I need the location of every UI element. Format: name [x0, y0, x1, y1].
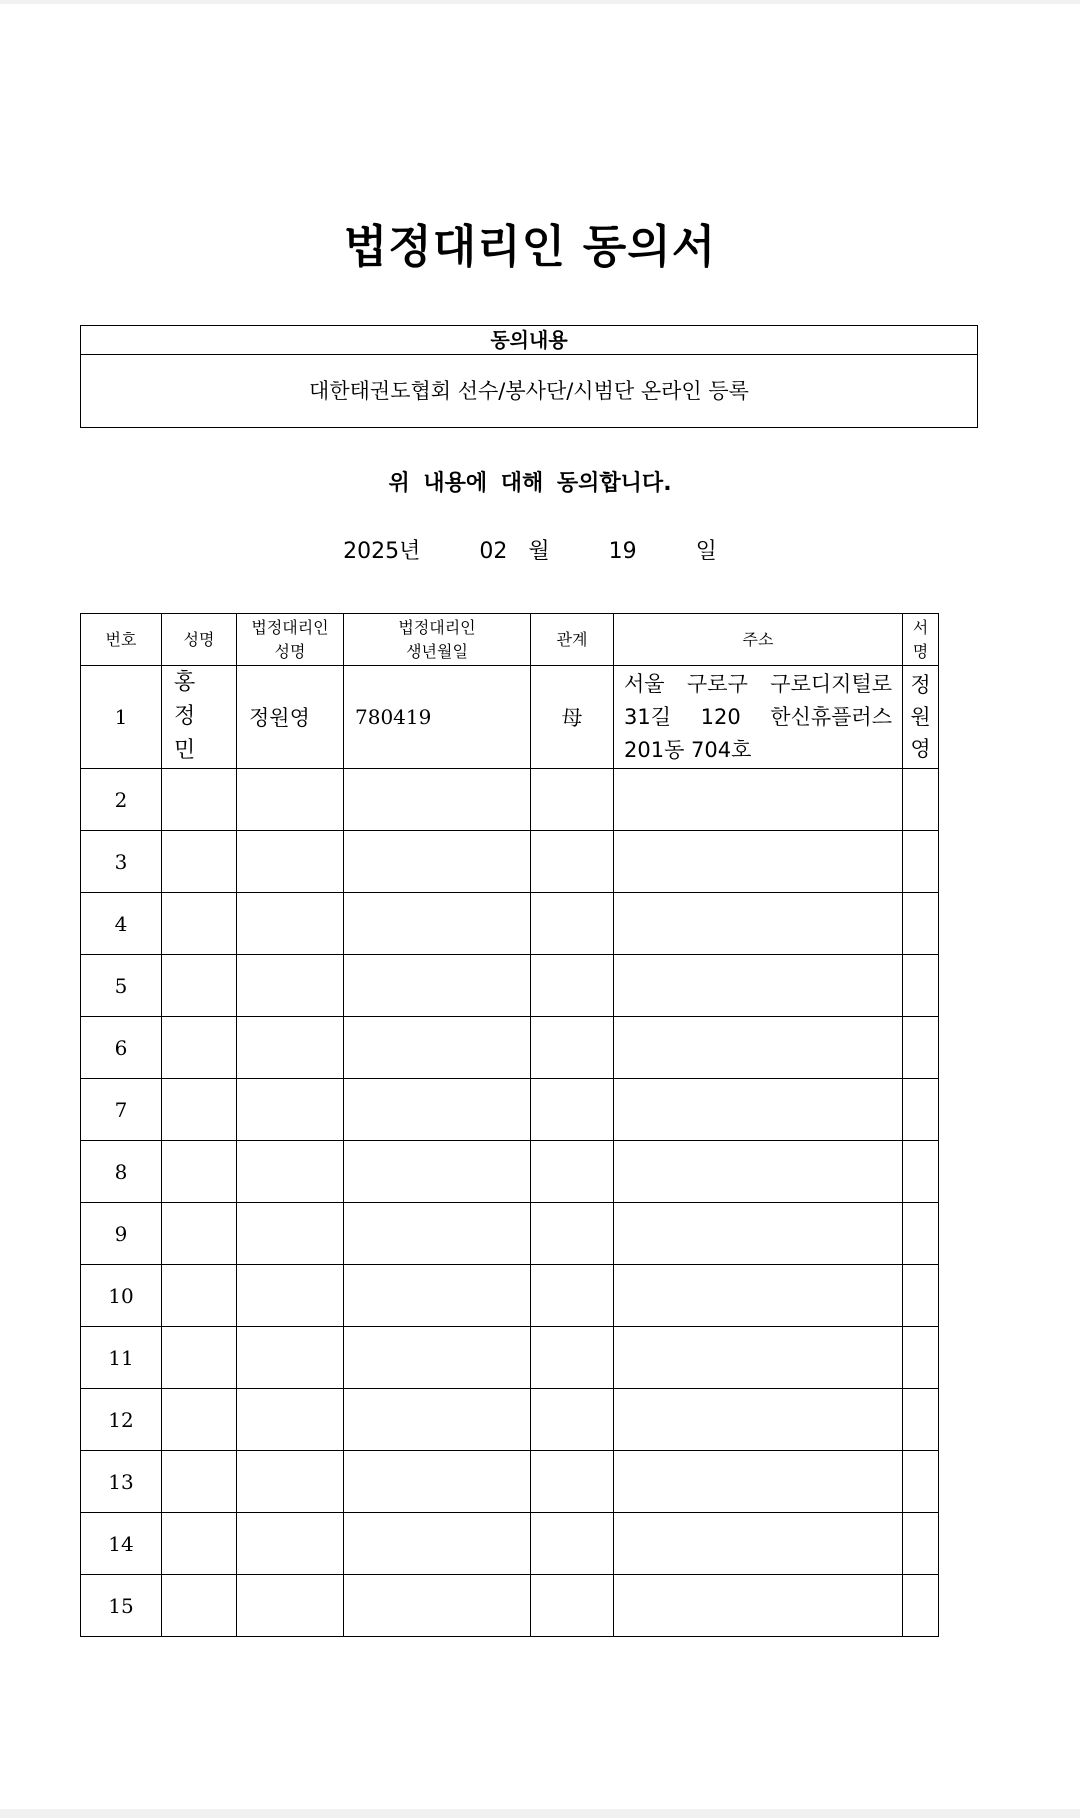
student-name-line2: 민 [174, 738, 208, 763]
empty-cell [531, 1079, 614, 1141]
empty-cell [531, 1575, 614, 1637]
signature [903, 666, 939, 769]
empty-cell [903, 893, 939, 955]
table-row [81, 1265, 939, 1327]
student-name [162, 666, 237, 769]
date-month-unit: 월 [528, 539, 550, 564]
empty-cell [162, 831, 237, 893]
row-number: 9 [81, 1203, 162, 1265]
row-number: 13 [81, 1451, 162, 1513]
header-guardian-birth-line2: 생년월일 [406, 641, 468, 661]
empty-cell [903, 1327, 939, 1389]
empty-cell [162, 893, 237, 955]
header-guardian-name-line1: 법정대리인 [251, 617, 329, 637]
signature-char-2: 원 [910, 705, 931, 729]
empty-cell [903, 1141, 939, 1203]
header-guardian-birth-line1: 법정대리인 [398, 617, 476, 637]
document-page [0, 4, 1080, 1809]
empty-cell [903, 1203, 939, 1265]
empty-cell [614, 1079, 903, 1141]
empty-cell [614, 1575, 903, 1637]
row-number: 5 [81, 955, 162, 1017]
empty-cell [162, 1141, 237, 1203]
date-day: 19 [608, 539, 637, 564]
empty-cell [237, 1203, 344, 1265]
table-row [81, 1141, 939, 1203]
row-number: 7 [81, 1079, 162, 1141]
empty-cell [614, 1513, 903, 1575]
header-sign-line1: 서 [912, 617, 929, 637]
empty-cell [237, 1327, 344, 1389]
empty-cell [614, 1141, 903, 1203]
empty-cell [162, 1203, 237, 1265]
header-sign-line2: 명 [912, 641, 929, 661]
table-row [81, 1451, 939, 1513]
header-no: 번호 [81, 614, 162, 666]
empty-cell [237, 769, 344, 831]
header-sign [903, 614, 939, 666]
consent-date [0, 534, 1060, 565]
empty-cell [531, 1389, 614, 1451]
empty-cell [344, 1141, 531, 1203]
empty-cell [614, 955, 903, 1017]
table-row [81, 666, 939, 769]
row-number: 14 [81, 1513, 162, 1575]
row-number: 6 [81, 1017, 162, 1079]
empty-cell [344, 1079, 531, 1141]
empty-cell [531, 893, 614, 955]
empty-cell [903, 1079, 939, 1141]
row-number: 15 [81, 1575, 162, 1637]
empty-cell [162, 1513, 237, 1575]
empty-cell [531, 1451, 614, 1513]
empty-cell [903, 955, 939, 1017]
empty-cell [614, 1017, 903, 1079]
empty-cell [162, 769, 237, 831]
header-name: 성명 [162, 614, 237, 666]
empty-cell [614, 1451, 903, 1513]
table-row [81, 1389, 939, 1451]
relation: 母 [531, 666, 614, 769]
empty-cell [903, 769, 939, 831]
empty-cell [237, 955, 344, 1017]
table-row [81, 1327, 939, 1389]
table-row [81, 1079, 939, 1141]
empty-cell [531, 831, 614, 893]
header-relation: 관계 [531, 614, 614, 666]
guardian-birth: 780419 [344, 666, 531, 769]
row-number: 2 [81, 769, 162, 831]
table-row [81, 769, 939, 831]
empty-cell [344, 1265, 531, 1327]
empty-cell [903, 1389, 939, 1451]
header-guardian-name-line2: 성명 [274, 641, 306, 661]
empty-cell [344, 831, 531, 893]
empty-cell [237, 1141, 344, 1203]
empty-cell [237, 1265, 344, 1327]
header-address: 주소 [614, 614, 903, 666]
empty-cell [903, 831, 939, 893]
empty-cell [237, 1017, 344, 1079]
empty-cell [344, 955, 531, 1017]
empty-cell [162, 1327, 237, 1389]
empty-cell [237, 1513, 344, 1575]
empty-cell [614, 831, 903, 893]
empty-cell [162, 1079, 237, 1141]
empty-cell [162, 955, 237, 1017]
empty-cell [162, 1451, 237, 1513]
empty-cell [531, 1265, 614, 1327]
table-row [81, 1203, 939, 1265]
empty-cell [237, 1575, 344, 1637]
empty-cell [237, 831, 344, 893]
empty-cell [162, 1389, 237, 1451]
empty-cell [903, 1575, 939, 1637]
empty-cell [903, 1513, 939, 1575]
table-row [81, 893, 939, 955]
row-number: 1 [81, 666, 162, 769]
row-number: 8 [81, 1141, 162, 1203]
empty-cell [344, 1327, 531, 1389]
empty-cell [614, 1327, 903, 1389]
row-number: 12 [81, 1389, 162, 1451]
table-header-row [81, 614, 939, 666]
empty-cell [344, 1389, 531, 1451]
guardian-name: 정원영 [237, 666, 344, 769]
signature-char-1: 정 [910, 673, 931, 697]
empty-cell [531, 1017, 614, 1079]
header-guardian-birth [344, 614, 531, 666]
student-name-line1: 홍정 [174, 670, 208, 729]
empty-cell [614, 893, 903, 955]
empty-cell [531, 1203, 614, 1265]
empty-cell [903, 1265, 939, 1327]
row-number: 3 [81, 831, 162, 893]
table-row [81, 1513, 939, 1575]
table-row [81, 831, 939, 893]
date-day-unit: 일 [695, 539, 717, 564]
empty-cell [344, 893, 531, 955]
empty-cell [162, 1575, 237, 1637]
empty-cell [162, 1017, 237, 1079]
table-row [81, 1575, 939, 1637]
header-guardian-name [237, 614, 344, 666]
empty-cell [903, 1017, 939, 1079]
table-row [81, 955, 939, 1017]
empty-cell [237, 1389, 344, 1451]
table-row [81, 1017, 939, 1079]
empty-cell [903, 1451, 939, 1513]
agreement-statement: 위 내용에 대해 동의합니다. [388, 471, 672, 496]
empty-cell [237, 1079, 344, 1141]
empty-cell [344, 769, 531, 831]
empty-cell [531, 1327, 614, 1389]
address: 서울 구로구 구로디지털로 31길 120 한신휴플러스 201동 704호 [614, 666, 903, 769]
registration-table [80, 613, 939, 1637]
row-number: 4 [81, 893, 162, 955]
empty-cell [614, 1389, 903, 1451]
empty-cell [237, 893, 344, 955]
row-number: 10 [81, 1265, 162, 1327]
signature-char-3: 영 [910, 737, 931, 761]
date-month: 02 [479, 539, 508, 564]
empty-cell [614, 1265, 903, 1327]
empty-cell [344, 1575, 531, 1637]
empty-cell [344, 1203, 531, 1265]
empty-cell [531, 769, 614, 831]
empty-cell [344, 1513, 531, 1575]
consent-content: 대한태권도협회 선수/봉사단/시범단 온라인 등록 [309, 379, 749, 403]
empty-cell [344, 1451, 531, 1513]
empty-cell [162, 1265, 237, 1327]
consent-box [80, 325, 978, 428]
empty-cell [614, 769, 903, 831]
date-year: 2025년 [343, 539, 421, 564]
empty-cell [237, 1451, 344, 1513]
document-title: 법정대리인 동의서 [343, 220, 717, 273]
consent-header: 동의내용 [81, 326, 977, 355]
empty-rows [81, 769, 939, 1637]
empty-cell [531, 1513, 614, 1575]
row-number: 11 [81, 1327, 162, 1389]
empty-cell [531, 955, 614, 1017]
empty-cell [614, 1203, 903, 1265]
empty-cell [344, 1017, 531, 1079]
empty-cell [531, 1141, 614, 1203]
